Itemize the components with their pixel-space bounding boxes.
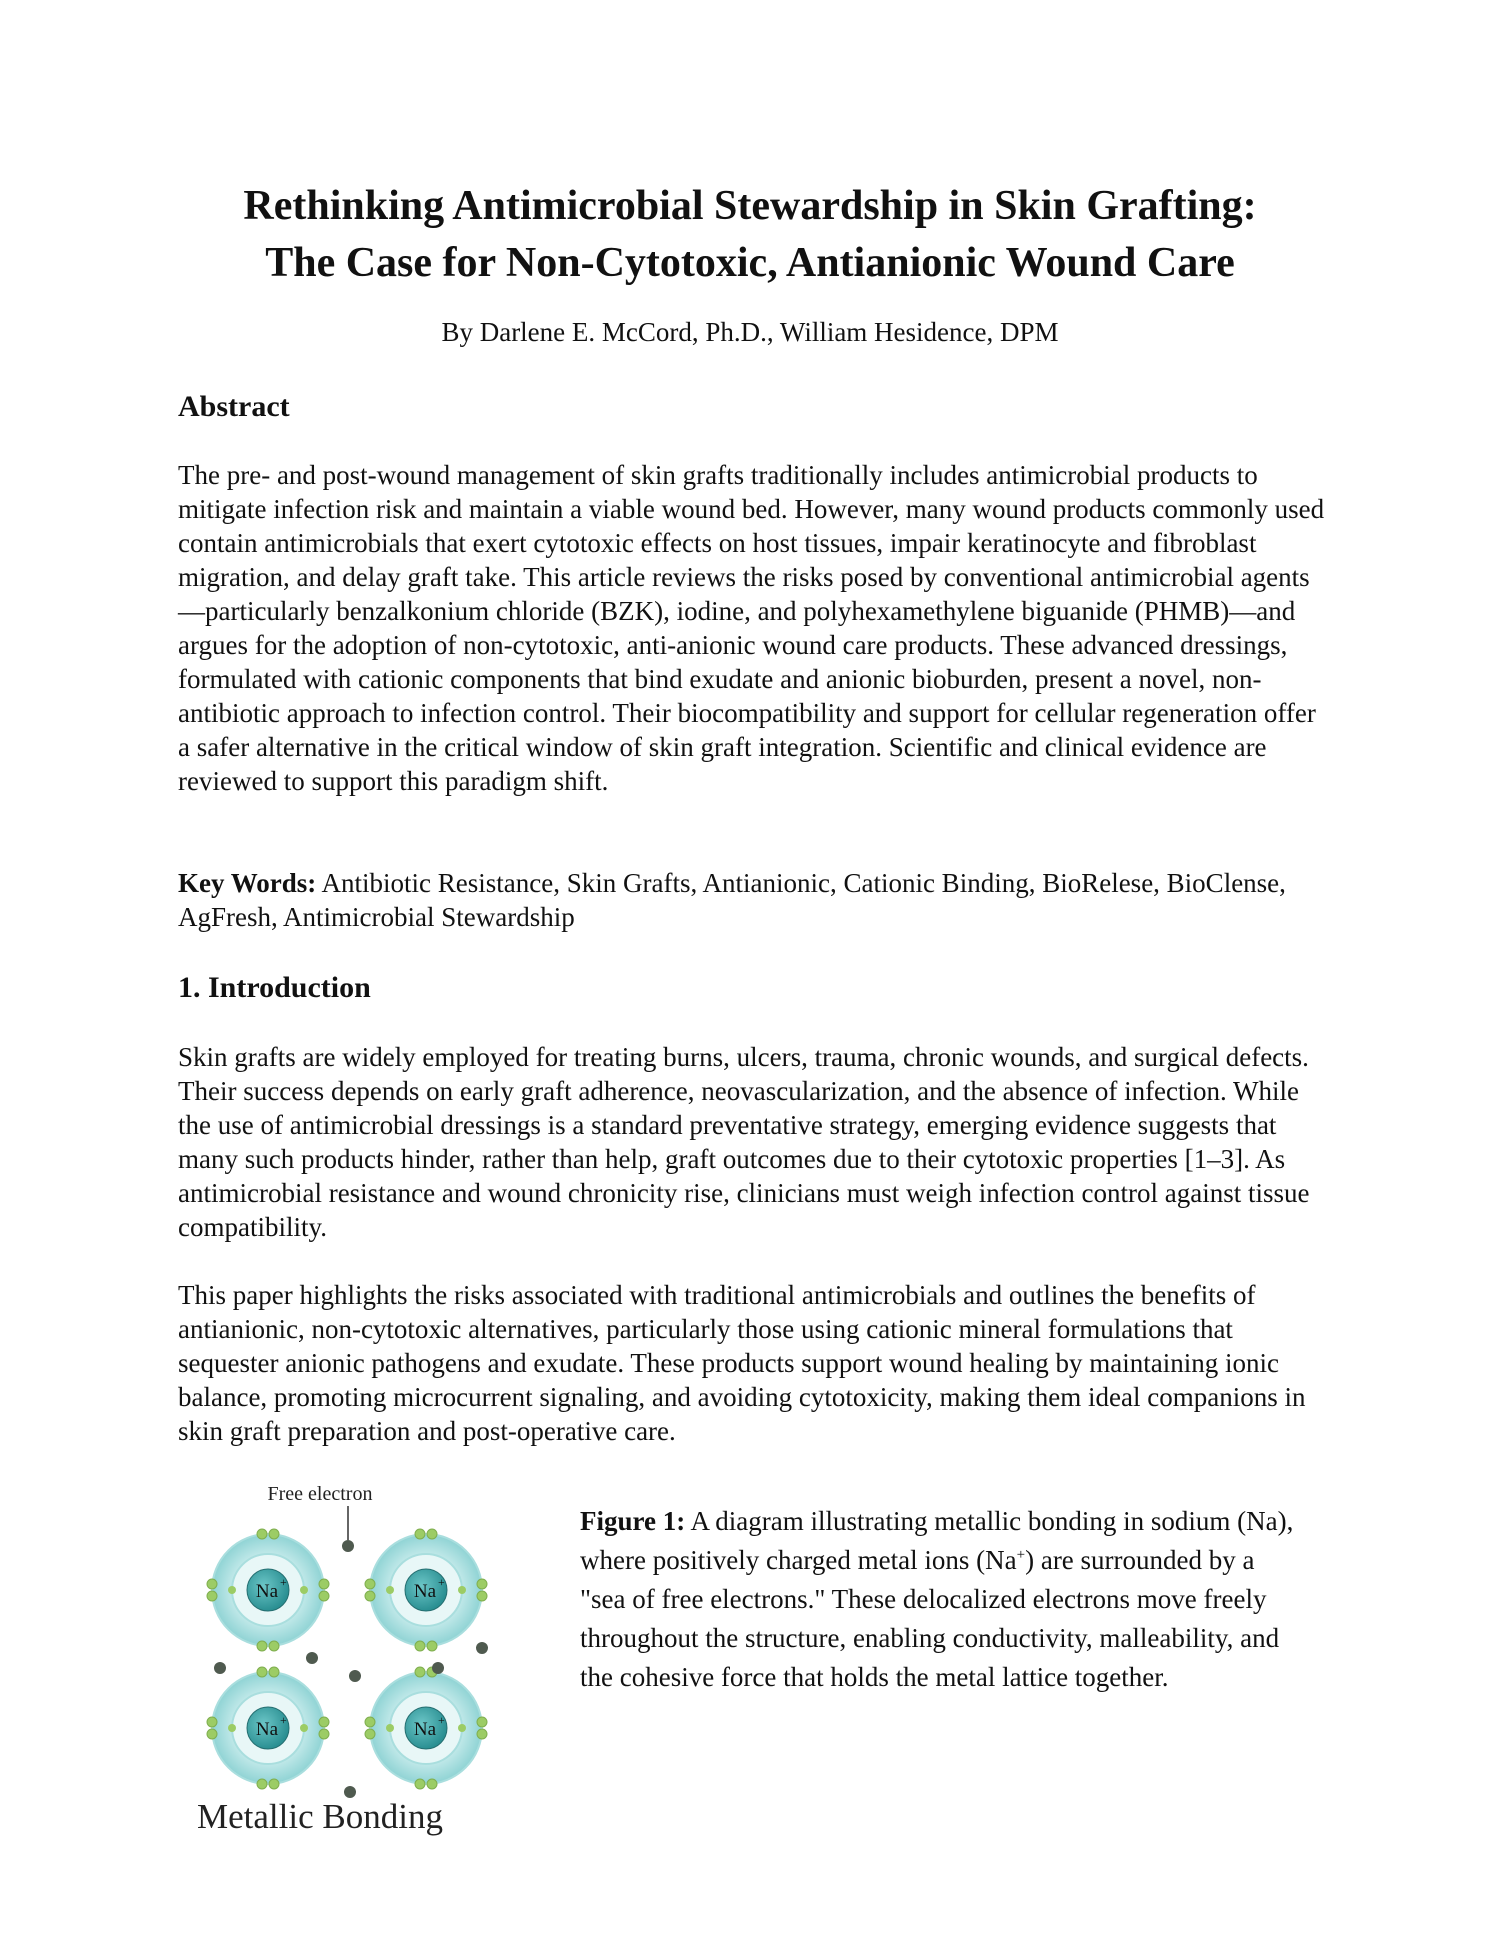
bound-electron [415, 1641, 425, 1651]
bound-electron [257, 1529, 267, 1539]
bound-electron [257, 1667, 267, 1677]
sodium-atom [207, 1529, 329, 1651]
inner-electron [228, 1724, 236, 1732]
bound-electron [477, 1729, 487, 1739]
ion-charge: + [438, 1575, 445, 1589]
abstract-heading: Abstract [178, 390, 290, 423]
inner-electron [458, 1724, 466, 1732]
bound-electron [365, 1591, 375, 1601]
bound-electron [365, 1717, 375, 1727]
bound-electron [207, 1591, 217, 1601]
bound-electron [365, 1579, 375, 1589]
ion-charge: + [280, 1713, 287, 1727]
free-electron [476, 1642, 488, 1654]
bound-electron [257, 1641, 267, 1651]
inner-electron [300, 1724, 308, 1732]
ion-charge: + [438, 1713, 445, 1727]
free-electron [432, 1662, 444, 1674]
keywords [178, 866, 1333, 934]
figure-label: Figure 1: [580, 1506, 686, 1536]
bound-electron [427, 1641, 437, 1651]
keywords-label: Key Words: [178, 868, 317, 898]
inner-electron [458, 1586, 466, 1594]
metallic-bonding-diagram [190, 1480, 530, 1840]
free-electron [306, 1652, 318, 1664]
bound-electron [269, 1667, 279, 1677]
bound-electron [365, 1729, 375, 1739]
bound-electron [477, 1579, 487, 1589]
keywords-list: Antibiotic Resistance, Skin Grafts, Antianionic, Cationic Binding, BioRelese, BioClense, AgFresh, Antimicrobial Stewardship [178, 868, 1286, 932]
ion-label: Na [413, 1719, 437, 1740]
bound-electron [257, 1779, 267, 1789]
caption-text-2: ) are surrounded by a "sea of free electrons." These delocalized electrons move freely throughout the structure, enabling conductivity, malleability, and the cohesive force that holds the metal lattice together. [580, 1545, 1280, 1692]
ion-label: Na [255, 1581, 279, 1602]
bound-electron [477, 1591, 487, 1601]
figure-caption [580, 1502, 1300, 1697]
bound-electron [269, 1641, 279, 1651]
bound-electron [415, 1667, 425, 1677]
bound-electron [427, 1779, 437, 1789]
introduction-heading: 1. Introduction [178, 971, 371, 1004]
diagram-title: Metallic Bonding [197, 1797, 443, 1836]
introduction-paragraph-1: Skin grafts are widely employed for treating burns, ulcers, trauma, chronic wounds, and surgical defects. Their success depends on early graft adherence, neovascularization, and the absence of infection. While the use of antimicrobial dressings is a standard preventative strategy, emerging evidence suggests that many such products hinder, rather than help, graft outcomes due to their cytotoxic properties [1–3]. As antimicrobial resistance and wound chronicity rise, clinicians must weigh infection control against tissue compatibility. [178, 1042, 1310, 1242]
bound-electron [269, 1529, 279, 1539]
bound-electron [207, 1729, 217, 1739]
bound-electron [207, 1579, 217, 1589]
bound-electron [415, 1779, 425, 1789]
sodium-atom [207, 1667, 329, 1789]
ion-label: Na [413, 1581, 437, 1602]
ion-charge: + [280, 1575, 287, 1589]
bound-electron [207, 1717, 217, 1727]
bound-electron [427, 1529, 437, 1539]
caption-text-1: A diagram illustrating metallic bonding in sodium (Na), where positively charged metal ions (Na [580, 1506, 1294, 1575]
bound-electron [269, 1779, 279, 1789]
free-electron [342, 1540, 354, 1552]
paper-title-line-2: The Case for Non-Cytotoxic, Antianionic Wound Care [265, 240, 1235, 286]
inner-electron [300, 1586, 308, 1594]
free-electron-label: Free electron [267, 1483, 373, 1505]
abstract-text: The pre- and post-wound management of skin grafts traditionally includes antimicrobial products to mitigate infection risk and maintain a viable wound bed. However, many wound products commonly used contain antimicrobials that exert cytotoxic effects on host tissues, impair keratinocyte and fibroblast migration, and delay graft take. This article reviews the risks posed by conventional antimicrobial agents—particularly benzalkonium chloride (BZK), iodine, and polyhexamethylene biguanide (PHMB)—and argues for the adoption of non-cytotoxic, anti-anionic wound care products. These advanced dressings, formulated with cationic components that bind exudate and anionic bioburden, present a novel, non-antibiotic approach to infection control. Their biocompatibility and support for cellular regeneration offer a safer alternative in the critical window of skin graft integration. Scientific and clinical evidence are reviewed to support this paradigm shift. [178, 460, 1325, 796]
bound-electron [319, 1591, 329, 1601]
inner-electron [228, 1586, 236, 1594]
bound-electron [319, 1717, 329, 1727]
introduction-paragraph-2: This paper highlights the risks associated with traditional antimicrobials and outlines the benefits of antianionic, non-cytotoxic alternatives, particularly those using cationic mineral formulations that sequester anionic pathogens and exudate. These products support wound healing by maintaining ionic balance, promoting microcurrent signaling, and avoiding cytotoxicity, making them ideal companions in skin graft preparation and post-operative care. [178, 1280, 1306, 1446]
sodium-atom [365, 1529, 487, 1651]
inner-electron [386, 1586, 394, 1594]
bound-electron [319, 1729, 329, 1739]
bound-electron [415, 1529, 425, 1539]
ion-label: Na [255, 1719, 279, 1740]
inner-electron [386, 1724, 394, 1732]
caption-superscript: + [1016, 1547, 1026, 1563]
free-electron [349, 1670, 361, 1682]
bound-electron [477, 1717, 487, 1727]
sodium-atoms [207, 1529, 487, 1789]
free-electron [214, 1662, 226, 1674]
bound-electron [319, 1579, 329, 1589]
author-byline: By Darlene E. McCord, Ph.D., William Hesidence, DPM [441, 317, 1059, 347]
paper-title-line-1: Rethinking Antimicrobial Stewardship in Skin Grafting: [243, 183, 1257, 229]
sodium-atom [365, 1667, 487, 1789]
paper-title [150, 178, 1350, 292]
